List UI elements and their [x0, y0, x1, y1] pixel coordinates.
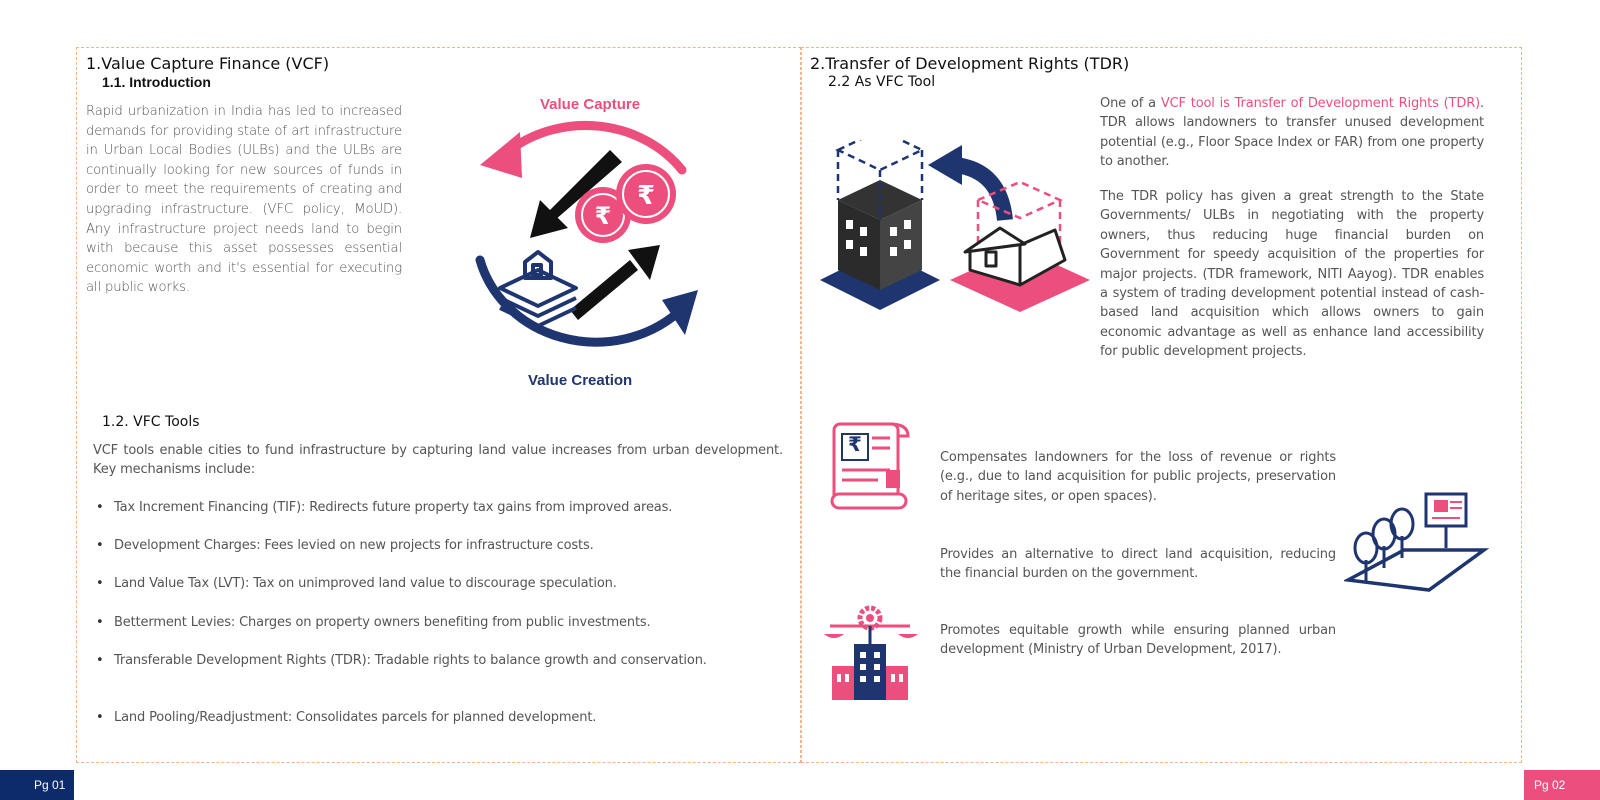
tdr-illustration [820, 140, 1110, 320]
tools-intro: VCF tools enable cities to fund infrastructure by capturing land value increases from urban development. Key mechanisms include: [93, 443, 783, 478]
benefit-3-text: Promotes equitable growth while ensuring planned urban development (Ministry of Urban Development, 2017). [940, 623, 1336, 658]
pink-arc-arrow [510, 125, 682, 170]
pink-arrow-head [480, 132, 522, 178]
para1-prefix: One of a [1100, 96, 1161, 111]
navy-arrow-head [662, 290, 698, 335]
upward-arrow-icon [570, 245, 660, 320]
transfer-arrow-head [928, 145, 962, 185]
cycle-arrows-graphic [470, 110, 720, 390]
tdr-heading: 2.Transfer of Development Rights (TDR) [810, 54, 1130, 73]
list-item: • Development Charges: Fees levied on new projects for infrastructure costs. [96, 538, 594, 553]
intro-paragraph: Rapid urbanization in India has led to increased demands for providing state of art infrastructure in Urban Local Bodies (ULBs) and the ULBs are continually looking for new sources of funds in order to meet the requirements of creating and upgrading infrastructure. (VFC policy, MoUD). Any infrastructure project needs land to begin with because this asset possesses essential economic worth and it's essential for executing all public works. [86, 104, 402, 296]
list-item: • Land Pooling/Readjustment: Consolidates parcels for planned development. [96, 710, 597, 725]
scroll-rupee-symbol: ₹ [848, 432, 862, 456]
justice-scale-buildings-icon [822, 604, 922, 704]
para1-highlight: VCF tool is Transfer of Development Rights (TDR) [1160, 96, 1481, 111]
benefit-1-text: Compensates landowners for the loss of revenue or rights (e.g., due to land acquisition for public projects, preservation of heritage sites, or open spaces). [940, 450, 1336, 504]
land-layers-icon [500, 252, 576, 326]
vcf-heading: 1.Value Capture Finance (VCF) [86, 54, 330, 73]
tdr-paragraph-2: The TDR policy has given a great strength to the State Governments/ ULBs in negotiating with the property owners, thus reducing huge financial burden on Government for speedy acquisition of the properties for major projects. (TDR framework, NITI Aayog). TDR enables a system of trading development potential instead of cash-based land acquisition which allows owners to gain economic advantage as well as enhance land accessibility for public development projects. [1100, 189, 1484, 360]
trees-billboard-icon [1344, 490, 1489, 595]
rupee-symbol-large: ₹ [636, 181, 656, 211]
page-number-right: Pg 02 [1524, 770, 1600, 800]
rupee-symbol-small: ₹ [594, 202, 612, 230]
para1-rest: . TDR allows landowners to transfer unused development potential (e.g., Floor Space Index or FAR) from one property to another. [1100, 96, 1484, 170]
list-item: • Tax Increment Financing (TIF): Redirects future property tax gains from improved areas. [96, 500, 673, 515]
list-item: • Land Value Tax (LVT): Tax on unimproved land value to discourage speculation. [96, 576, 617, 591]
value-capture-diagram [470, 92, 720, 402]
tdr-paragraph-1 [1100, 94, 1484, 172]
list-item: • Betterment Levies: Charges on property owners benefiting from public investments. [96, 615, 651, 630]
list-item: • Transferable Development Rights (TDR): Tradable rights to balance growth and conservation. [96, 653, 707, 668]
value-creation-label: Value Creation [528, 372, 633, 389]
transfer-arrow [955, 165, 1005, 220]
tdr-subheading: 2.2 As VFC Tool [828, 74, 936, 90]
benefit-2-text: Provides an alternative to direct land acquisition, reducing the financial burden on the government. [940, 547, 1336, 582]
value-capture-label: Value Capture [540, 96, 641, 113]
tools-heading: 1.2. VFC Tools [102, 414, 200, 430]
intro-heading: 1.1. Introduction [102, 74, 211, 90]
page-number-left: Pg 01 [0, 770, 74, 800]
